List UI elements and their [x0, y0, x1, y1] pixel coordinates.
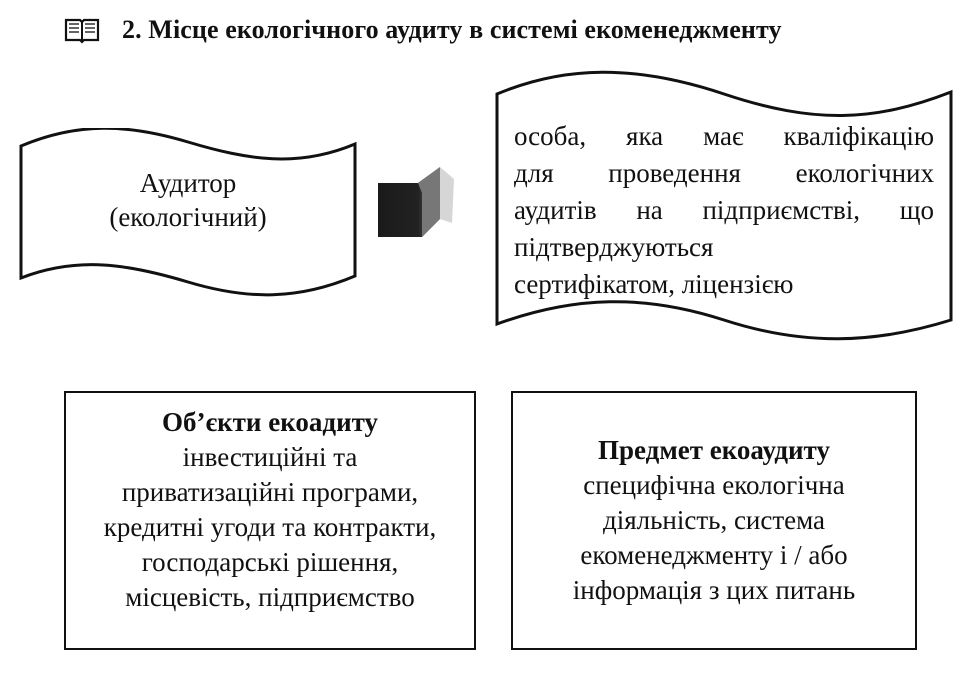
definition-line: для проведення екологічних — [514, 158, 934, 188]
auditor-label: Аудитор — [139, 168, 237, 198]
page-title: 2. Місце екологічного аудиту в системі екоменеджменту — [122, 15, 782, 44]
subject-box — [511, 391, 917, 650]
auditor-qualifier: (екологічний) — [109, 202, 267, 232]
objects-box — [64, 391, 476, 650]
auditor-banner — [18, 128, 358, 298]
dark-block-arrow-icon — [378, 163, 462, 237]
definition-line: аудитів на підприємстві, що — [514, 195, 934, 225]
definition-line: сертифікатом, ліцензією — [514, 269, 794, 299]
objects-title: Об’єкти екоадиту — [161, 407, 379, 437]
objects-line: кредитні угоди та контракти, — [103, 512, 437, 542]
subject-line: діяльність, система — [602, 505, 826, 535]
definition-line: особа, яка має кваліфікацію — [514, 121, 934, 151]
objects-line: місцевість, підприємство — [125, 582, 415, 612]
subject-line: інформація з цих питань — [572, 575, 856, 605]
open-book-icon — [64, 16, 100, 44]
subject-line: специфічна екологічна — [583, 470, 845, 500]
definition-line: підтверджуються — [514, 232, 714, 262]
objects-line: господарські рішення, — [141, 547, 399, 577]
subject-title: Предмет екоаудиту — [598, 435, 830, 465]
objects-line: приватизаційні програми, — [121, 477, 419, 507]
subject-line: екоменеджменту і / або — [580, 540, 848, 570]
objects-line: інвестиційні та — [182, 442, 358, 472]
definition-text — [514, 118, 934, 303]
heading — [64, 10, 944, 50]
definition-banner — [494, 70, 954, 342]
